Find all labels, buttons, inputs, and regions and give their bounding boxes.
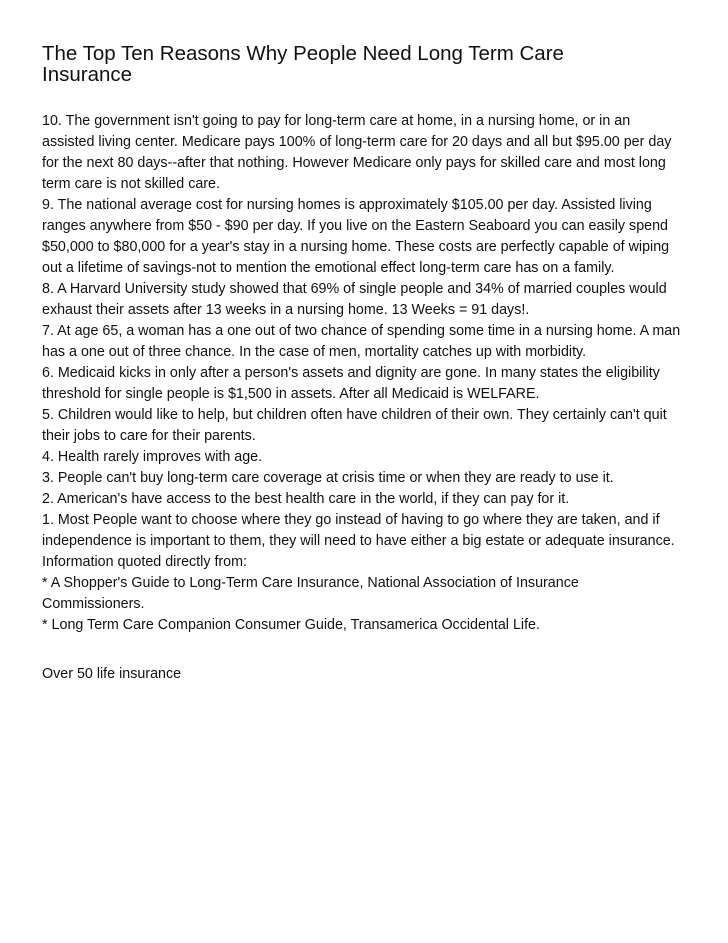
title-line: Insurance [42, 63, 133, 86]
body-line: 4. Health rarely improves with age. [42, 449, 263, 465]
body-line: 10. The government isn't going to pay for long-term care at home, in a nursing home, or in an [42, 113, 631, 129]
body-line: 1. Most People want to choose where they go instead of having to go where they are taken, and if [42, 512, 660, 528]
body-line: Information quoted directly from: [42, 554, 248, 570]
body-line: 8. A Harvard University study showed that 69% of single people and 34% of married couples would [42, 281, 667, 297]
body-line: for the next 80 days--after that nothing. However Medicare only pays for skilled care and most long [42, 155, 666, 171]
body-line: 6. Medicaid kicks in only after a person's assets and dignity are gone. In many states the eligibility [42, 365, 660, 381]
body-line: 5. Children would like to help, but children often have children of their own. They certainly can't quit [42, 407, 667, 423]
body-line: * Long Term Care Companion Consumer Guide, Transamerica Occidental Life. [42, 617, 540, 633]
document-title [42, 43, 692, 85]
body-line: independence is important to them, they will need to have either a big estate or adequate insurance. [42, 533, 675, 549]
body-line: 7. At age 65, a woman has a one out of two chance of spending some time in a nursing home. A man [42, 323, 681, 339]
title-line: The Top Ten Reasons Why People Need Long Term Care [42, 42, 564, 65]
body-line: their jobs to care for their parents. [42, 428, 256, 444]
body-line: exhaust their assets after 13 weeks in a nursing home. 13 Weeks = 91 days!. [42, 302, 530, 318]
body-line: 3. People can't buy long-term care coverage at crisis time or when they are ready to use it. [42, 470, 614, 486]
body-line: * A Shopper's Guide to Long-Term Care Insurance, National Association of Insurance [42, 575, 579, 591]
body-line: Commissioners. [42, 596, 145, 612]
body-line: out a lifetime of savings-not to mention the emotional effect long-term care has on a family. [42, 260, 615, 276]
body-line: ranges anywhere from $50 - $90 per day. If you live on the Eastern Seaboard you can easily spend [42, 218, 668, 234]
body-line: $50,000 to $80,000 for a year's stay in a nursing home. These costs are perfectly capable of wiping [42, 239, 670, 255]
body-line: assisted living center. Medicare pays 100% of long-term care for 20 days and all but $95.00 per day [42, 134, 672, 150]
body-line: 9. The national average cost for nursing homes is approximately $105.00 per day. Assisted living [42, 197, 652, 213]
body-line: term care is not skilled care. [42, 176, 220, 192]
over-50-life-insurance-link[interactable]: Over 50 life insurance [42, 666, 182, 682]
body-line: has a one out of three chance. In the case of men, mortality catches up with morbidity. [42, 344, 587, 360]
document-body [42, 111, 692, 636]
body-line: threshold for single people is $1,500 in assets. After all Medicaid is WELFARE. [42, 386, 540, 402]
body-line: 2. American's have access to the best health care in the world, if they can pay for it. [42, 491, 570, 507]
